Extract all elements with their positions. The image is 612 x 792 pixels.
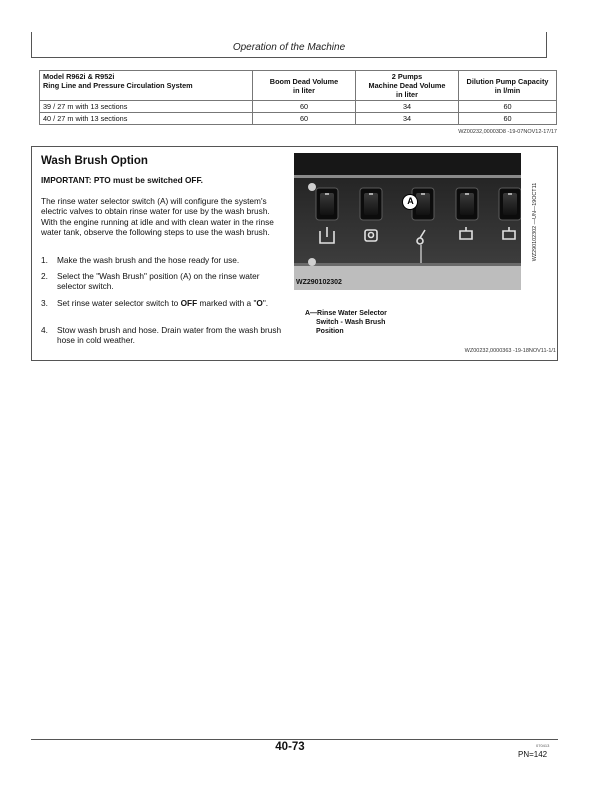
- switch-panel-illustration: [294, 153, 521, 290]
- table-cell: 39 / 27 m with 13 sections: [40, 101, 253, 113]
- rocker-switch: [456, 188, 478, 220]
- page-header-title: Operation of the Machine: [232, 42, 346, 53]
- col-header-pump-capacity: Dilution Pump Capacity in l/min: [459, 71, 557, 101]
- page-number: 40-73: [275, 741, 305, 753]
- footer-code: 070413: [536, 743, 550, 748]
- table-row: [40, 113, 557, 125]
- table-row: [40, 101, 557, 113]
- callout-label: A: [407, 196, 414, 206]
- page-sequence-number: PN=142: [518, 750, 548, 759]
- intro-paragraph: The rinse water selector switch (A) will configure the system's electric valves to obtain rinse water for use by the wash brush. With the engine running at idle and with clean water in the rinse water tank, observe the following steps to use the wash brush.: [41, 196, 274, 237]
- col-header-boom-volume: Boom Dead Volume in liter: [253, 71, 356, 101]
- photo-caption: A—Rinse Water Selector Switch - Wash Brush Position: [305, 310, 387, 335]
- table-cell: 60: [253, 101, 356, 113]
- col-header-machine-volume: 2 Pumps Machine Dead Volume in liter: [356, 71, 459, 101]
- section-reference-code: WZ00232,0000363 -19-18NOV11-1/1: [464, 348, 556, 354]
- rocker-switch: [499, 188, 521, 220]
- footer-rule: [31, 739, 558, 740]
- dead-volume-table: [39, 70, 557, 125]
- rocker-switch: [316, 188, 338, 220]
- photo-side-reference: WZ290102302 —UN—19OCT11: [532, 182, 538, 261]
- rocker-switch: [360, 188, 382, 220]
- important-note: IMPORTANT: PTO must be switched OFF.: [41, 175, 203, 185]
- col-header-model: Model R962i & R952i Ring Line and Pressure Circulation System: [40, 71, 253, 101]
- photo-label: WZ290102302: [296, 279, 342, 286]
- table-cell: 34: [356, 101, 459, 113]
- table-header-row: [40, 71, 557, 101]
- section-title: Wash Brush Option: [41, 155, 148, 167]
- table-reference-code: WZ00232,00003D8 -19-07NOV12-17/17: [458, 129, 557, 135]
- table-cell: 60: [459, 101, 557, 113]
- switch-panel-photo: [294, 153, 521, 290]
- table-cell: 60: [253, 113, 356, 125]
- table-cell: 34: [356, 113, 459, 125]
- table-cell: 40 / 27 m with 13 sections: [40, 113, 253, 125]
- table-cell: 60: [459, 113, 557, 125]
